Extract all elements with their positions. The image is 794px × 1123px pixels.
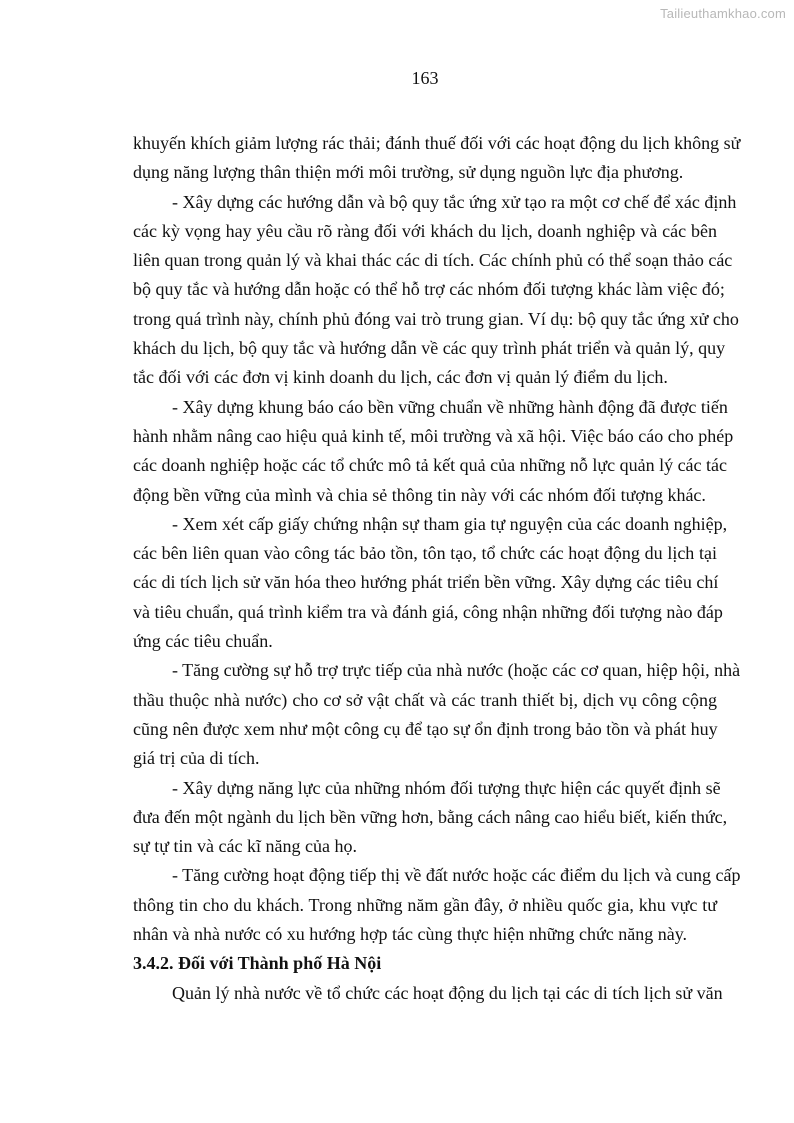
watermark: Tailieuthamkhao.com <box>660 6 786 21</box>
text-line: - Xây dựng các hướng dẫn và bộ quy tắc ứng xử tạo ra một cơ chế để xác định <box>172 191 737 212</box>
text-line: ứng các tiêu chuẩn. <box>133 631 273 652</box>
document-body <box>133 129 741 1008</box>
text-line: nhân và nhà nước có xu hướng hợp tác cùng thực hiện những chức năng này. <box>133 924 688 945</box>
text-line: đưa đến một ngành du lịch bền vững hơn, bằng cách nâng cao hiểu biết, kiến thức, <box>133 806 728 827</box>
text-line: - Xây dựng năng lực của những nhóm đối tượng thực hiện các quyết định sẽ <box>172 777 721 798</box>
page-number: 163 <box>411 68 439 88</box>
text-line: trong quá trình này, chính phủ đóng vai trò trung gian. Ví dụ: bộ quy tắc ứng xử cho <box>133 308 739 329</box>
text-line: giá trị của di tích. <box>133 748 260 769</box>
text-line: thầu thuộc nhà nước) cho cơ sở vật chất và các tranh thiết bị, dịch vụ công cộng <box>133 689 717 710</box>
text-line: các di tích lịch sử văn hóa theo hướng phát triển bền vững. Xây dựng các tiêu chí <box>133 572 719 593</box>
text-line: dụng năng lượng thân thiện mới môi trường, sử dụng nguồn lực địa phương. <box>133 162 684 183</box>
text-line: các doanh nghiệp hoặc các tổ chức mô tả kết quả của những nỗ lực quản lý các tác <box>133 455 728 476</box>
text-line: - Xây dựng khung báo cáo bền vững chuẩn về những hành động đã được tiến <box>172 396 728 417</box>
text-line: các bên liên quan vào công tác bảo tồn, tôn tạo, tổ chức các hoạt động du lịch tại <box>133 543 717 564</box>
text-line: khuyến khích giảm lượng rác thải; đánh thuế đối với các hoạt động du lịch không sử <box>133 133 741 153</box>
section-heading: 3.4.2. Đối với Thành phố Hà Nội <box>133 953 382 974</box>
text-line: - Tăng cường sự hỗ trợ trực tiếp của nhà nước (hoặc các cơ quan, hiệp hội, nhà <box>172 660 741 681</box>
text-line: các kỳ vọng hay yêu cầu rõ ràng đối với khách du lịch, doanh nghiệp và các bên <box>133 220 717 241</box>
text-line: tắc đối với các đơn vị kinh doanh du lịch, các đơn vị quản lý điểm du lịch. <box>133 367 668 388</box>
text-line: cũng nên được xem như một công cụ để tạo sự ổn định trong bảo tồn và phát huy <box>133 718 718 739</box>
text-line: hành nhằm nâng cao hiệu quả kinh tế, môi trường và xã hội. Việc báo cáo cho phép <box>133 425 734 446</box>
text-line: - Xem xét cấp giấy chứng nhận sự tham gia tự nguyện của các doanh nghiệp, <box>172 513 728 534</box>
text-line: - Tăng cường hoạt động tiếp thị về đất nước hoặc các điểm du lịch và cung cấp <box>172 865 741 886</box>
text-line: sự tự tin và các kĩ năng của họ. <box>133 836 357 857</box>
text-line: khách du lịch, bộ quy tắc và hướng dẫn về các quy trình phát triển và quản lý, quy <box>133 338 726 359</box>
text-line: động bền vững của mình và chia sẻ thông tin này với các nhóm đối tượng khác. <box>133 484 706 505</box>
text-line: thông tin cho du khách. Trong những năm gần đây, ở nhiều quốc gia, khu vực tư <box>133 894 717 915</box>
text-line: bộ quy tắc và hướng dẫn hoặc có thể hỗ trợ các nhóm đối tượng khác làm việc đó; <box>133 279 725 300</box>
text-line: và tiêu chuẩn, quá trình kiểm tra và đánh giá, công nhận những đối tượng nào đáp <box>133 601 723 622</box>
text-line: Quản lý nhà nước về tổ chức các hoạt động du lịch tại các di tích lịch sử văn <box>172 982 723 1003</box>
text-line: liên quan trong quản lý và khai thác các di tích. Các chính phủ có thể soạn thảo các <box>133 250 733 271</box>
